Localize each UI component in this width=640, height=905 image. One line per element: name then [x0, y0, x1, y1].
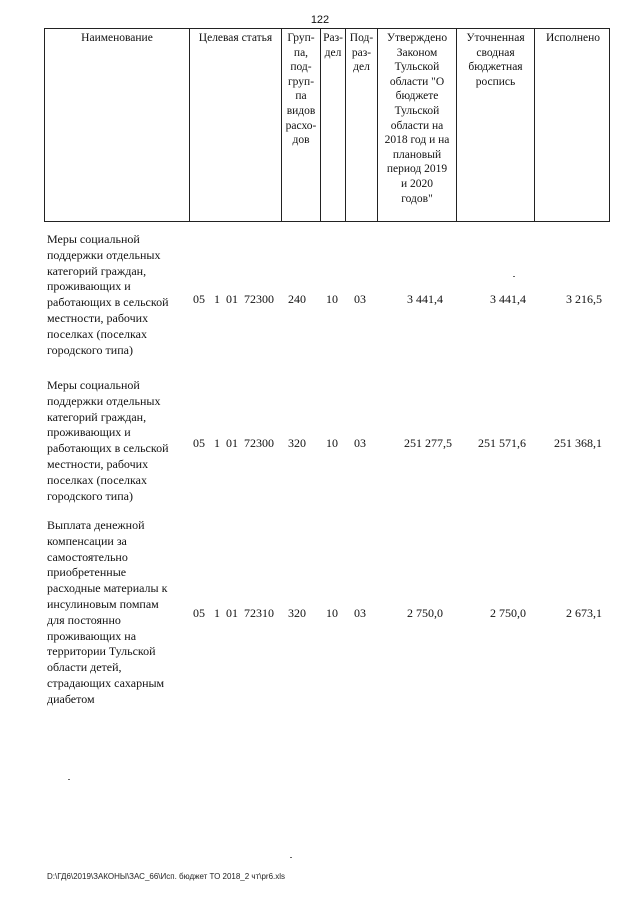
table-header: [44, 28, 610, 222]
target-part: 05: [193, 606, 205, 620]
row-executed: 251 368,1: [554, 436, 602, 450]
header-name: Наименование: [81, 32, 153, 44]
header-subsection: Под- раз- дел: [345, 29, 377, 221]
row-name: Меры социальной поддержки отдельных категорий граждан, проживающих и работающих в сельской местности, рабочих поселках (поселках городского типа): [47, 232, 169, 357]
row-refined: 2 750,0: [490, 606, 526, 620]
target-part: 1: [214, 292, 220, 306]
target-part: 01: [226, 436, 238, 450]
row-executed: 2 673,1: [566, 606, 602, 620]
row-name: Меры социальной поддержки отдельных категорий граждан, проживающих и работающих в сельской местности, рабочих поселках (поселках городского типа): [47, 378, 169, 503]
target-part: 01: [226, 606, 238, 620]
file-path-footer: D:\ГД6\2019\ЗАКОНЫ\ЗАС_66\Исп. бюджет ТО 2018_2 чт\pr6.xls: [47, 872, 286, 881]
row-section: 10: [326, 436, 338, 450]
row-approved: 3 441,4: [407, 292, 443, 306]
scan-speck: [513, 276, 515, 277]
target-part: 05: [193, 436, 205, 450]
row-subsection: 03: [354, 606, 366, 620]
row-section: 10: [326, 606, 338, 620]
scan-speck: [290, 857, 292, 858]
row-approved: 251 277,5: [404, 436, 452, 450]
row-name: Выплата денежной компенсации за самостоятельно приобретенные расходные материалы к инсулиновым помпам для постоянно проживающих на территории Тульской области детей, страдающих сахарным диабетом: [47, 518, 168, 706]
row-approved: 2 750,0: [407, 606, 443, 620]
row-group: 240: [288, 292, 306, 306]
scan-speck: [68, 779, 70, 780]
header-section: Раз- дел: [320, 29, 345, 221]
row-subsection: 03: [354, 292, 366, 306]
row-group: 320: [288, 436, 306, 450]
row-refined: 251 571,6: [478, 436, 526, 450]
page-number: 122: [310, 14, 330, 26]
header-group: Груп- па, под- груп- па видов расхо- дов: [281, 29, 320, 221]
row-group: 320: [288, 606, 306, 620]
target-part: 72300: [244, 292, 274, 306]
target-part: 1: [214, 606, 220, 620]
row-subsection: 03: [354, 436, 366, 450]
target-part: 01: [226, 292, 238, 306]
header-approved: Утверждено Законом Тульской области "О бюджете Тульской области на 2018 год и на плановый период 2019 и 2020 годов": [377, 29, 456, 221]
row-executed: 3 216,5: [566, 292, 602, 306]
row-section: 10: [326, 292, 338, 306]
target-part: 72310: [244, 606, 274, 620]
header-target: Целевая статья: [189, 29, 281, 221]
target-part: 1: [214, 436, 220, 450]
target-part: 05: [193, 292, 205, 306]
target-part: 72300: [244, 436, 274, 450]
header-executed: Исполнено: [534, 29, 611, 221]
header-refined: Уточненная сводная бюджетная роспись: [456, 29, 534, 221]
row-refined: 3 441,4: [490, 292, 526, 306]
